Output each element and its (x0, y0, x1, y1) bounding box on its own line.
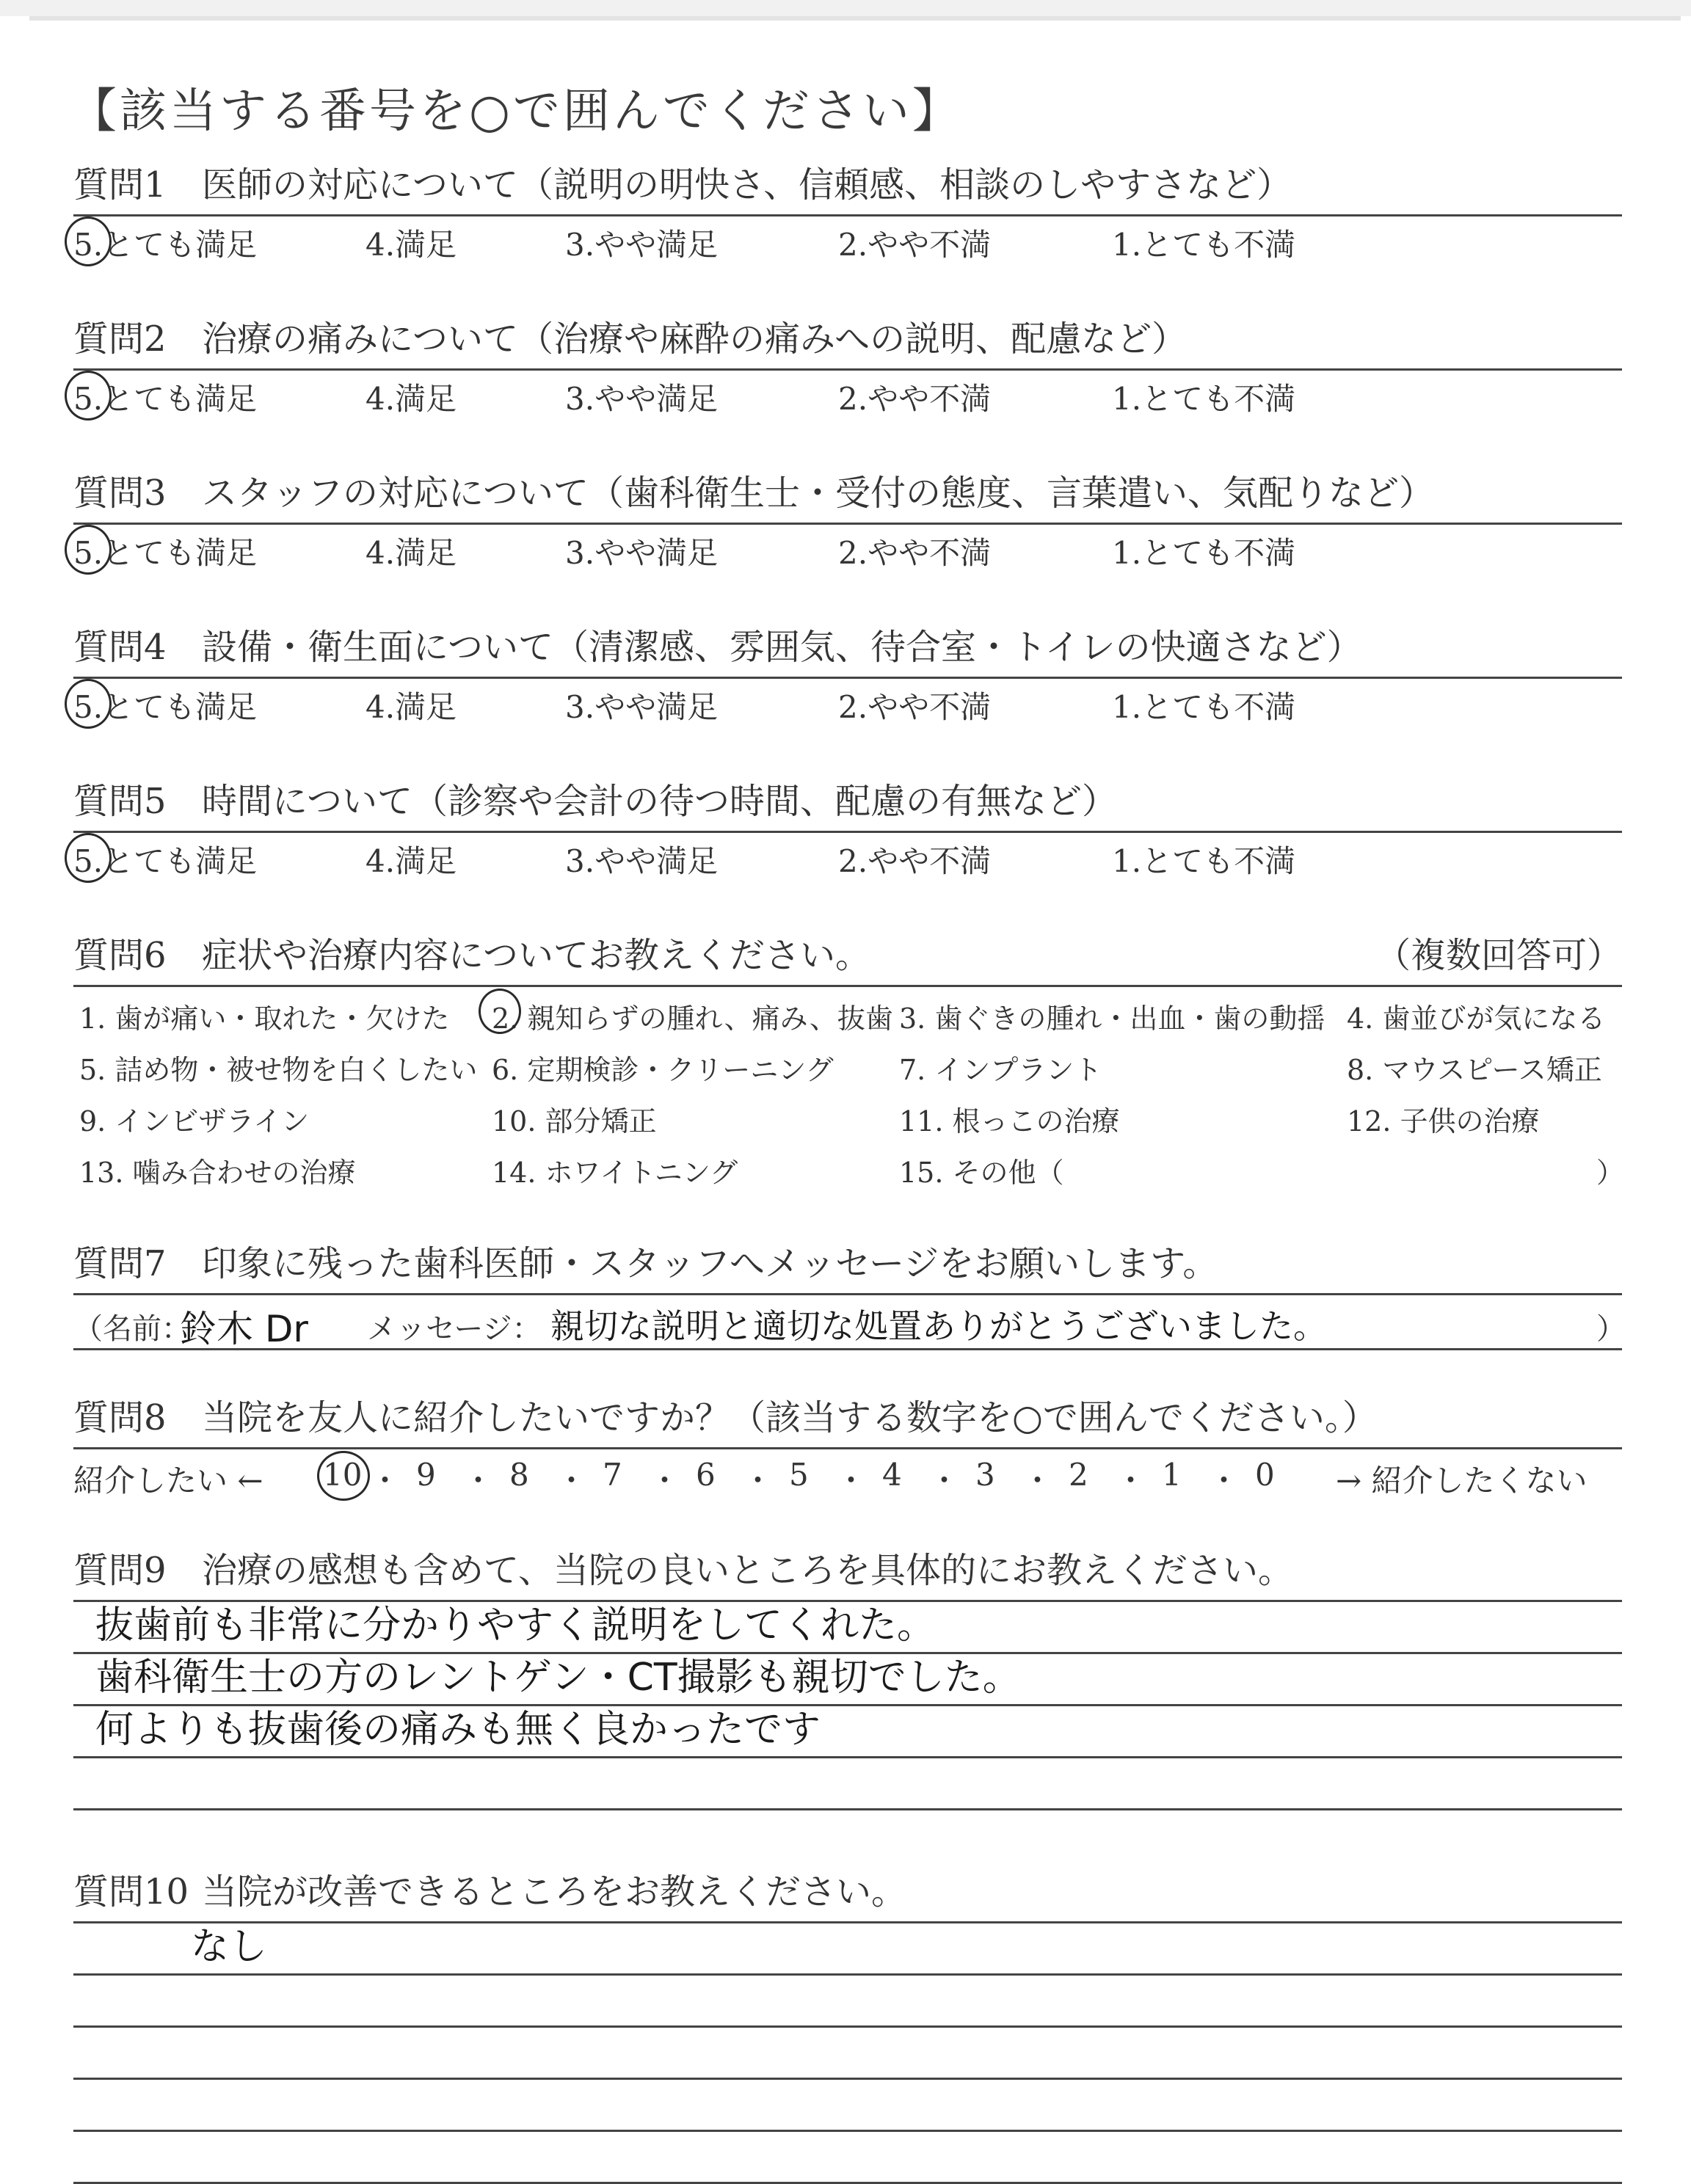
selection-circle (317, 1451, 370, 1501)
rating-option-2[interactable]: 2.やや不満 (838, 843, 992, 879)
question-1 (73, 156, 1622, 268)
rating-option-2[interactable]: 2.やや不満 (838, 535, 992, 571)
selection-circle (65, 833, 112, 883)
answer-line[interactable] (73, 1758, 1622, 1810)
question-9 (73, 1547, 1622, 1810)
scale-separator: ・ (556, 1463, 587, 1499)
scan-top-band (0, 0, 1691, 16)
question-5 (73, 772, 1622, 884)
option-14[interactable]: 14. ホワイトニング (492, 1157, 738, 1189)
question-8 (73, 1388, 1622, 1504)
scan-top-shadow (29, 16, 1681, 21)
rating-option-5[interactable]: 5.とても満足 (73, 535, 258, 571)
scale-value-4[interactable]: 4 (882, 1457, 902, 1493)
question-text: 治療の痛みについて（治療や麻酔の痛みへの説明、配慮など） (202, 318, 1188, 360)
answer-line[interactable] (73, 2080, 1622, 2132)
option-5[interactable]: 5. 詰め物・被せ物を白くしたい (79, 1054, 478, 1086)
option-9[interactable]: 9. インビザライン (79, 1105, 310, 1138)
handwritten-answer: 抜歯前も非常に分かりやすく説明をしてくれた。 (95, 1604, 936, 1648)
rating-option-3[interactable]: 3.やや満足 (565, 689, 719, 725)
question-text: 医師の対応について（説明の明快さ、信頼感、相談のしやすさなど） (202, 164, 1292, 205)
scale-value-6[interactable]: 6 (696, 1457, 716, 1493)
rating-option-3[interactable]: 3.やや満足 (565, 381, 719, 417)
scale-separator: ・ (1115, 1463, 1146, 1499)
question-text: 印象に残った歯科医師・スタッフへメッセージをお願いします。 (202, 1243, 1218, 1284)
selection-circle (65, 525, 112, 575)
scale-value-1[interactable]: 1 (1162, 1457, 1182, 1493)
scale-value-10[interactable]: 10 (323, 1457, 363, 1493)
rating-option-2[interactable]: 2.やや不満 (838, 227, 992, 263)
question-label: 質問9 (73, 1550, 167, 1591)
scale-separator: ・ (462, 1463, 494, 1499)
scale-separator: ・ (1208, 1463, 1240, 1499)
question-7 (73, 1234, 1626, 1350)
scale-value-2[interactable]: 2 (1069, 1457, 1088, 1493)
question-6-header (73, 926, 1622, 987)
option-13[interactable]: 13. 噛み合わせの治療 (79, 1157, 356, 1189)
question-text: 当院を友人に紹介したいですか？（該当する数字を○で囲んでください。） (202, 1397, 1378, 1438)
scale-separator: ・ (649, 1463, 680, 1499)
option-12[interactable]: 12. 子供の治療 (1347, 1105, 1540, 1138)
option-10[interactable]: 10. 部分矯正 (492, 1105, 657, 1138)
question-text: スタッフの対応について（歯科衛生士・受付の態度、言葉遣い、気配りなど） (202, 473, 1435, 514)
answer-line[interactable] (73, 2028, 1622, 2080)
option-6[interactable]: 6. 定期検診・クリーニング (492, 1054, 834, 1086)
scale-separator: ・ (928, 1463, 960, 1499)
scale-value-0[interactable]: 0 (1255, 1457, 1275, 1493)
message-field[interactable]: 親切な説明と適切な処置ありがとうございました。 (550, 1306, 1327, 1346)
option-3[interactable]: 3. 歯ぐきの腫れ・出血・歯の動揺 (899, 1002, 1325, 1035)
selection-circle (479, 989, 521, 1034)
question-label: 質問3 (73, 473, 167, 514)
rating-option-4[interactable]: 4.満足 (366, 843, 457, 879)
page-title: 【該当する番号を○で囲んでください】 (70, 84, 962, 139)
answer-line[interactable] (73, 1923, 1622, 1976)
question-6 (73, 926, 1625, 1200)
scale-value-9[interactable]: 9 (416, 1457, 436, 1493)
question-2 (73, 310, 1622, 422)
multiple-answer-note: （複数回答可） (1375, 935, 1622, 976)
answer-line[interactable] (73, 1976, 1622, 2028)
handwritten-answer: 何よりも抜歯後の痛みも無く良かったです (95, 1708, 821, 1752)
rating-option-5[interactable]: 5.とても満足 (73, 227, 258, 263)
rating-option-5[interactable]: 5.とても満足 (73, 689, 258, 725)
question-10 (73, 1868, 1622, 2184)
scale-separator: ・ (369, 1463, 401, 1499)
selection-circle (65, 216, 112, 266)
message-close: ） (1596, 1312, 1626, 1346)
name-label: （名前： (73, 1312, 191, 1346)
recommend-scale (73, 1449, 1622, 1504)
rating-option-4[interactable]: 4.満足 (366, 227, 457, 263)
option-4[interactable]: 4. 歯並びが気になる (1347, 1002, 1606, 1035)
question-label: 質問5 (73, 781, 167, 822)
option-8[interactable]: 8. マウスピース矯正 (1347, 1054, 1602, 1086)
rating-option-1[interactable]: 1.とても不満 (1112, 381, 1296, 417)
question-text: 当院が改善できるところをお教えください。 (202, 1871, 907, 1912)
rating-option-2[interactable]: 2.やや不満 (838, 381, 992, 417)
rating-options (73, 525, 1622, 576)
scale-separator: ・ (742, 1463, 774, 1499)
rating-options (73, 679, 1622, 730)
question-text: 症状や治療内容についてお教えください。 (202, 935, 871, 976)
question-1-header (73, 156, 1622, 216)
handwritten-answer: なし (191, 1925, 268, 1969)
scale-value-5[interactable]: 5 (789, 1457, 809, 1493)
question-label: 質問10 (73, 1871, 189, 1912)
question-5-header (73, 772, 1622, 833)
rating-option-4[interactable]: 4.満足 (366, 381, 457, 417)
rating-options (73, 216, 1622, 268)
rating-option-1[interactable]: 1.とても不満 (1112, 535, 1296, 571)
scale-value-3[interactable]: 3 (975, 1457, 995, 1493)
rating-options (73, 833, 1622, 884)
rating-option-2[interactable]: 2.やや不満 (838, 689, 992, 725)
answer-lines (73, 1602, 1622, 1810)
rating-option-1[interactable]: 1.とても不満 (1112, 227, 1296, 263)
option-11[interactable]: 11. 根っこの治療 (899, 1105, 1120, 1138)
selection-circle (65, 371, 112, 421)
question-3 (73, 464, 1622, 576)
rating-options (73, 371, 1622, 422)
option-15[interactable]: 15. その他（ (899, 1157, 1064, 1189)
question-label: 質問4 (73, 627, 167, 668)
selection-circle (65, 679, 112, 729)
rating-option-3[interactable]: 3.やや満足 (565, 227, 719, 263)
answer-line[interactable] (73, 1706, 1622, 1758)
rating-option-4[interactable]: 4.満足 (366, 689, 457, 725)
scale-separator: ・ (1022, 1463, 1053, 1499)
rating-option-3[interactable]: 3.やや満足 (565, 535, 719, 571)
question-10-header (73, 1868, 1622, 1923)
message-line (73, 1295, 1626, 1350)
scale-separator: ・ (835, 1463, 867, 1499)
option-7[interactable]: 7. インプラント (899, 1054, 1102, 1086)
question-text: 時間について（診察や会計の待つ時間、配慮の有無など） (202, 781, 1118, 822)
message-label: メッセージ： (367, 1312, 542, 1346)
question-label: 質問8 (73, 1397, 167, 1438)
question-label: 質問6 (73, 935, 167, 976)
rating-option-5[interactable]: 5.とても満足 (73, 843, 258, 879)
name-field[interactable]: 鈴木 Dr (180, 1308, 308, 1350)
question-8-header (73, 1388, 1622, 1449)
rating-option-5[interactable]: 5.とても満足 (73, 381, 258, 417)
answer-line[interactable] (73, 2132, 1622, 2184)
question-4-header (73, 618, 1622, 679)
answer-lines (73, 1923, 1622, 2184)
question-label: 質問7 (73, 1243, 167, 1284)
question-text: 治療の感想も含めて、当院の良いところを具体的にお教えください。 (202, 1550, 1294, 1591)
option-15-close: ） (1596, 1157, 1625, 1189)
handwritten-answer: 歯科衛生士の方のレントゲン・CT撮影も親切でした。 (95, 1656, 1021, 1700)
question-4 (73, 618, 1622, 730)
question-label: 質問2 (73, 318, 167, 360)
question-label: 質問1 (73, 164, 167, 205)
scale-value-8[interactable]: 8 (509, 1457, 529, 1493)
rating-option-3[interactable]: 3.やや満足 (565, 843, 719, 879)
scale-right-label: → 紹介したくない (1336, 1463, 1588, 1499)
question-7-header (73, 1234, 1622, 1295)
option-2[interactable]: 2. 親知らずの腫れ、痛み、抜歯 (492, 1002, 893, 1035)
option-1[interactable]: 1. 歯が痛い・取れた・欠けた (79, 1002, 450, 1035)
question-2-header (73, 310, 1622, 371)
rating-option-1[interactable]: 1.とても不満 (1112, 843, 1296, 879)
treatment-options (73, 987, 1625, 1200)
scale-value-7[interactable]: 7 (603, 1457, 622, 1493)
question-3-header (73, 464, 1622, 525)
rating-option-4[interactable]: 4.満足 (366, 535, 457, 571)
scale-left-label: 紹介したい ← (73, 1463, 263, 1499)
rating-option-1[interactable]: 1.とても不満 (1112, 689, 1296, 725)
question-text: 設備・衛生面について（清潔感、雰囲気、待合室・トイレの快適さなど） (202, 627, 1362, 668)
